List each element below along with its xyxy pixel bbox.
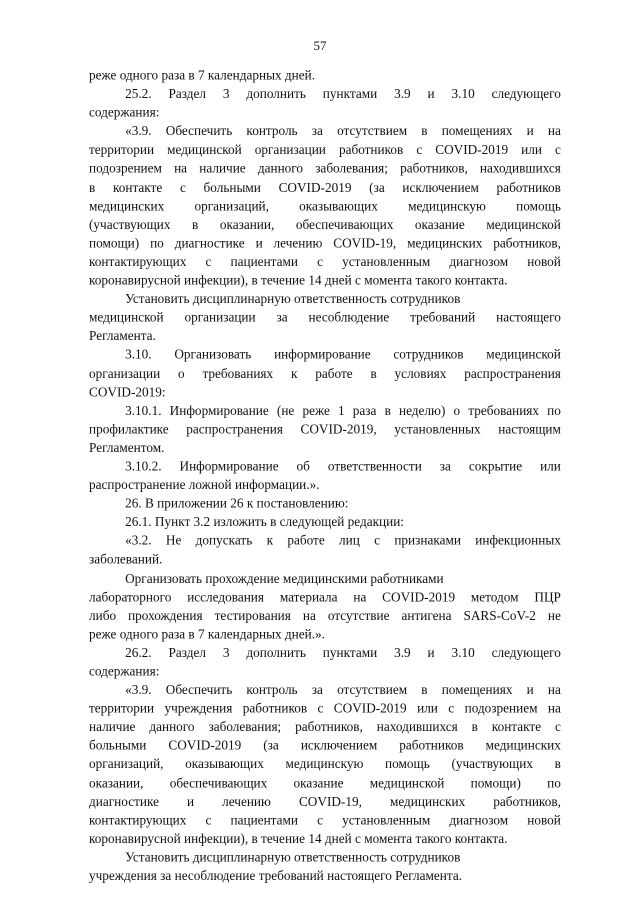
text-line: диагностике и лечению COVID-19, медицинских работников, bbox=[89, 793, 561, 809]
text-line: профилактике распространения COVID-2019, установленных настоящим bbox=[89, 421, 561, 437]
text-line: медицинской организации за несоблюдение требований настоящего bbox=[89, 309, 561, 325]
text-line: медицинских организаций, оказывающих медицинскую помощь bbox=[89, 198, 561, 213]
text-line: территории учреждения работников с COVID-2019 или с подозрением на bbox=[89, 700, 561, 716]
text-line: Регламента. bbox=[89, 328, 156, 344]
text-line: 26. В приложении 26 к постановлению: bbox=[125, 496, 349, 511]
text-line: «3.2. Не допускать к работе лиц с признаками инфекционных bbox=[125, 533, 561, 548]
text-line: коронавирусной инфекции), в течение 14 дней с момента такого контакта. bbox=[89, 272, 508, 288]
text-line: лабораторного исследования материала на COVID-2019 методом ПЦР bbox=[89, 589, 561, 604]
text-line: организаций, оказывающих медицинскую помощь (участвующих в bbox=[89, 756, 561, 772]
text-line: 3.10.2. Информирование об ответственности за сокрытие или bbox=[125, 458, 561, 474]
page-number: 57 bbox=[313, 38, 327, 53]
text-line: территории медицинской организации работников с COVID-2019 или с bbox=[89, 142, 561, 158]
text-line: распространение ложной информации.». bbox=[89, 477, 320, 493]
text-line: содержания: bbox=[89, 663, 160, 679]
text-line: Установить дисциплинарную ответственность сотрудников bbox=[125, 291, 461, 306]
text-line: «3.9. Обеспечить контроль за отсутствием в помещениях и на bbox=[125, 682, 561, 697]
text-line: контактирующих с пациентами с установленным диагнозом новой bbox=[89, 254, 561, 269]
text-line: либо прохождения тестирования на отсутствие антигена SARS-CoV-2 не bbox=[89, 607, 561, 623]
text-line: «3.9. Обеспечить контроль за отсутствием в помещениях и на bbox=[125, 123, 561, 139]
document-body bbox=[89, 66, 561, 885]
text-line: Установить дисциплинарную ответственность сотрудников bbox=[125, 849, 461, 865]
text-line: подозрением на наличие данного заболевания; работников, находившихся bbox=[89, 161, 561, 176]
text-line: учреждения за несоблюдение требований настоящего Регламента. bbox=[89, 868, 463, 884]
text-line: (участвующих в оказании, обеспечивающих оказание медицинской bbox=[89, 216, 561, 232]
text-line: содержания: bbox=[89, 105, 160, 120]
text-line: 3.10. Организовать информирование сотрудников медицинской bbox=[125, 347, 561, 362]
text-line: 26.2. Раздел 3 дополнить пунктами 3.9 и 3.10 следующего bbox=[125, 645, 561, 660]
text-line: заболеваний. bbox=[89, 551, 163, 567]
text-line: в контакте с больными COVID-2019 (за исключением работников bbox=[89, 179, 561, 195]
text-line: Регламентом. bbox=[89, 440, 165, 455]
text-line: реже одного раза в 7 календарных дней. bbox=[89, 67, 316, 83]
text-line: 26.1. Пункт 3.2 изложить в следующей редакции: bbox=[125, 514, 404, 530]
text-line: 3.10.1. Информирование (не реже 1 раза в неделю) о требованиях по bbox=[125, 403, 561, 418]
text-line: оказании, обеспечивающих оказание медицинской помощи) по bbox=[89, 775, 561, 790]
text-line: Организовать прохождение медицинскими работниками bbox=[125, 570, 444, 586]
text-line: наличие данного заболевания; работников, находившихся в контакте с bbox=[89, 719, 561, 735]
text-line: больными COVID-2019 (за исключением работников медицинских bbox=[89, 738, 561, 753]
text-line: реже одного раза в 7 календарных дней.». bbox=[89, 626, 325, 642]
text-line: организации о требованиях к работе в условиях распространения bbox=[89, 365, 561, 381]
text-line: 25.2. Раздел 3 дополнить пунктами 3.9 и 3.10 следующего bbox=[125, 86, 561, 102]
text-line: помощи) по диагностике и лечению COVID-19, медицинских работников, bbox=[89, 235, 561, 251]
text-line: COVID-2019: bbox=[89, 384, 166, 400]
text-line: контактирующих с пациентами с установленным диагнозом новой bbox=[89, 812, 561, 828]
text-line: коронавирусной инфекции), в течение 14 дней с момента такого контакта. bbox=[89, 831, 508, 846]
